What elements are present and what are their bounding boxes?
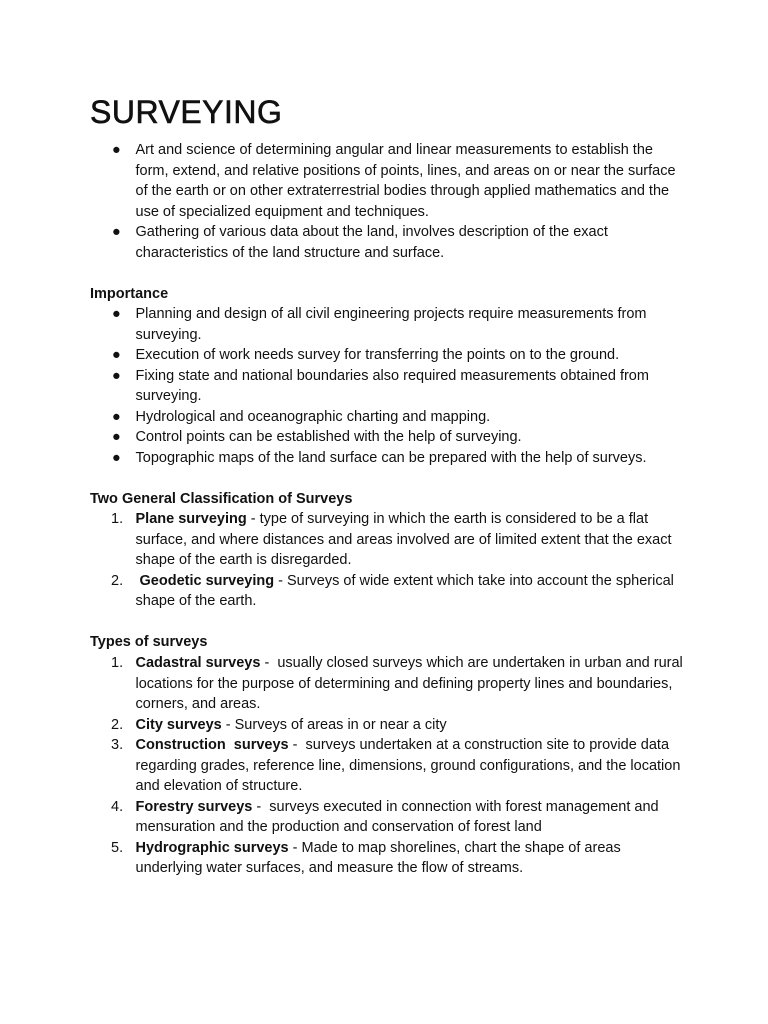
number-marker: 1. bbox=[111, 655, 124, 671]
list-item bbox=[90, 509, 690, 571]
term-label: Construction surveys bbox=[135, 737, 289, 753]
term-description: - surveys executed in connection with forest management and mensuration and the production and conservation of forest land bbox=[135, 798, 663, 835]
term-description: - surveys undertaken at a construction site to provide data regarding grades, reference line, dimensions, ground configurations, and the location and elevation of structure. bbox=[135, 737, 685, 794]
list-item-text: Fixing state and national boundaries also required measurements obtained from surveying. bbox=[135, 367, 649, 404]
list-item bbox=[90, 427, 690, 448]
number-marker: 2. bbox=[111, 572, 124, 589]
list-item-text: Hydrological and oceanographic charting and mapping. bbox=[135, 408, 491, 425]
list-item-text: Planning and design of all civil engineering projects require measurements from surveying. bbox=[135, 306, 647, 343]
number-marker: 5. bbox=[111, 839, 124, 856]
list-item bbox=[90, 345, 690, 366]
bullet-marker: ● bbox=[112, 142, 121, 158]
number-marker: 3. bbox=[111, 737, 124, 753]
page-title: SURVEYING bbox=[90, 94, 283, 130]
list-item bbox=[90, 407, 690, 428]
list-item bbox=[90, 838, 690, 879]
list-item bbox=[90, 304, 690, 345]
bullet-marker: ● bbox=[112, 306, 121, 322]
intro-list bbox=[90, 140, 690, 263]
list-item bbox=[90, 222, 690, 263]
importance-heading: Importance bbox=[90, 286, 169, 302]
term-label: Plane surveying bbox=[135, 511, 247, 527]
list-item bbox=[90, 448, 690, 469]
term-description: - type of surveying in which the earth is considered to be a flat surface, and where distances and areas involved are of limited extent that the exact shape of the earth is disregarded. bbox=[135, 511, 672, 568]
list-item-text: Gathering of various data about the land, involves description of the exact characteristics of the land structure and surface. bbox=[135, 224, 608, 261]
bullet-marker: ● bbox=[112, 429, 121, 445]
importance-list bbox=[90, 304, 690, 468]
number-marker: 4. bbox=[111, 798, 124, 815]
list-item bbox=[90, 797, 690, 838]
bullet-marker: ● bbox=[112, 224, 121, 240]
list-item-text: Execution of work needs survey for transferring the points on to the ground. bbox=[135, 347, 620, 363]
list-item-text: Topographic maps of the land surface can be prepared with the help of surveys. bbox=[135, 449, 647, 466]
number-marker: 2. bbox=[111, 716, 124, 733]
list-item bbox=[90, 140, 690, 222]
term-description: - Surveys of wide extent which take into account the spherical shape of the earth. bbox=[135, 572, 674, 609]
list-item bbox=[90, 715, 690, 736]
term-label: Geodetic surveying bbox=[135, 572, 275, 589]
types-list bbox=[90, 653, 690, 879]
list-item-text: Art and science of determining angular and linear measurements to establish the form, extend, and relative positions of points, lines, and areas on or near the surface of the earth or on other extraterrestrial bodies through applied mathematics and the use of specialized equipment and techniques. bbox=[135, 142, 676, 220]
number-marker: 1. bbox=[111, 511, 124, 527]
bullet-marker: ● bbox=[112, 408, 121, 425]
term-description: - Surveys of areas in or near a city bbox=[221, 716, 447, 733]
classification-heading: Two General Classification of Surveys bbox=[90, 491, 353, 507]
bullet-marker: ● bbox=[112, 347, 121, 363]
classification-list bbox=[90, 509, 690, 612]
list-item-text: Control points can be established with the help of surveying. bbox=[135, 429, 522, 445]
term-label: Hydrographic surveys bbox=[135, 839, 289, 856]
list-item bbox=[90, 571, 690, 612]
bullet-marker: ● bbox=[112, 449, 121, 466]
types-heading: Types of surveys bbox=[90, 634, 208, 650]
term-label: Forestry surveys bbox=[135, 798, 253, 815]
list-item bbox=[90, 653, 690, 715]
term-label: Cadastral surveys bbox=[135, 655, 261, 671]
term-description: - usually closed surveys which are undertaken in urban and rural locations for the purpose of determining and defining property lines and boundaries, corners, and areas. bbox=[135, 655, 687, 712]
term-label: City surveys bbox=[135, 716, 222, 733]
list-item bbox=[90, 735, 690, 797]
term-description: - Made to map shorelines, chart the shape of areas underlying water surfaces, and measure the flow of streams. bbox=[135, 839, 621, 876]
bullet-marker: ● bbox=[112, 367, 121, 384]
list-item bbox=[90, 366, 690, 407]
